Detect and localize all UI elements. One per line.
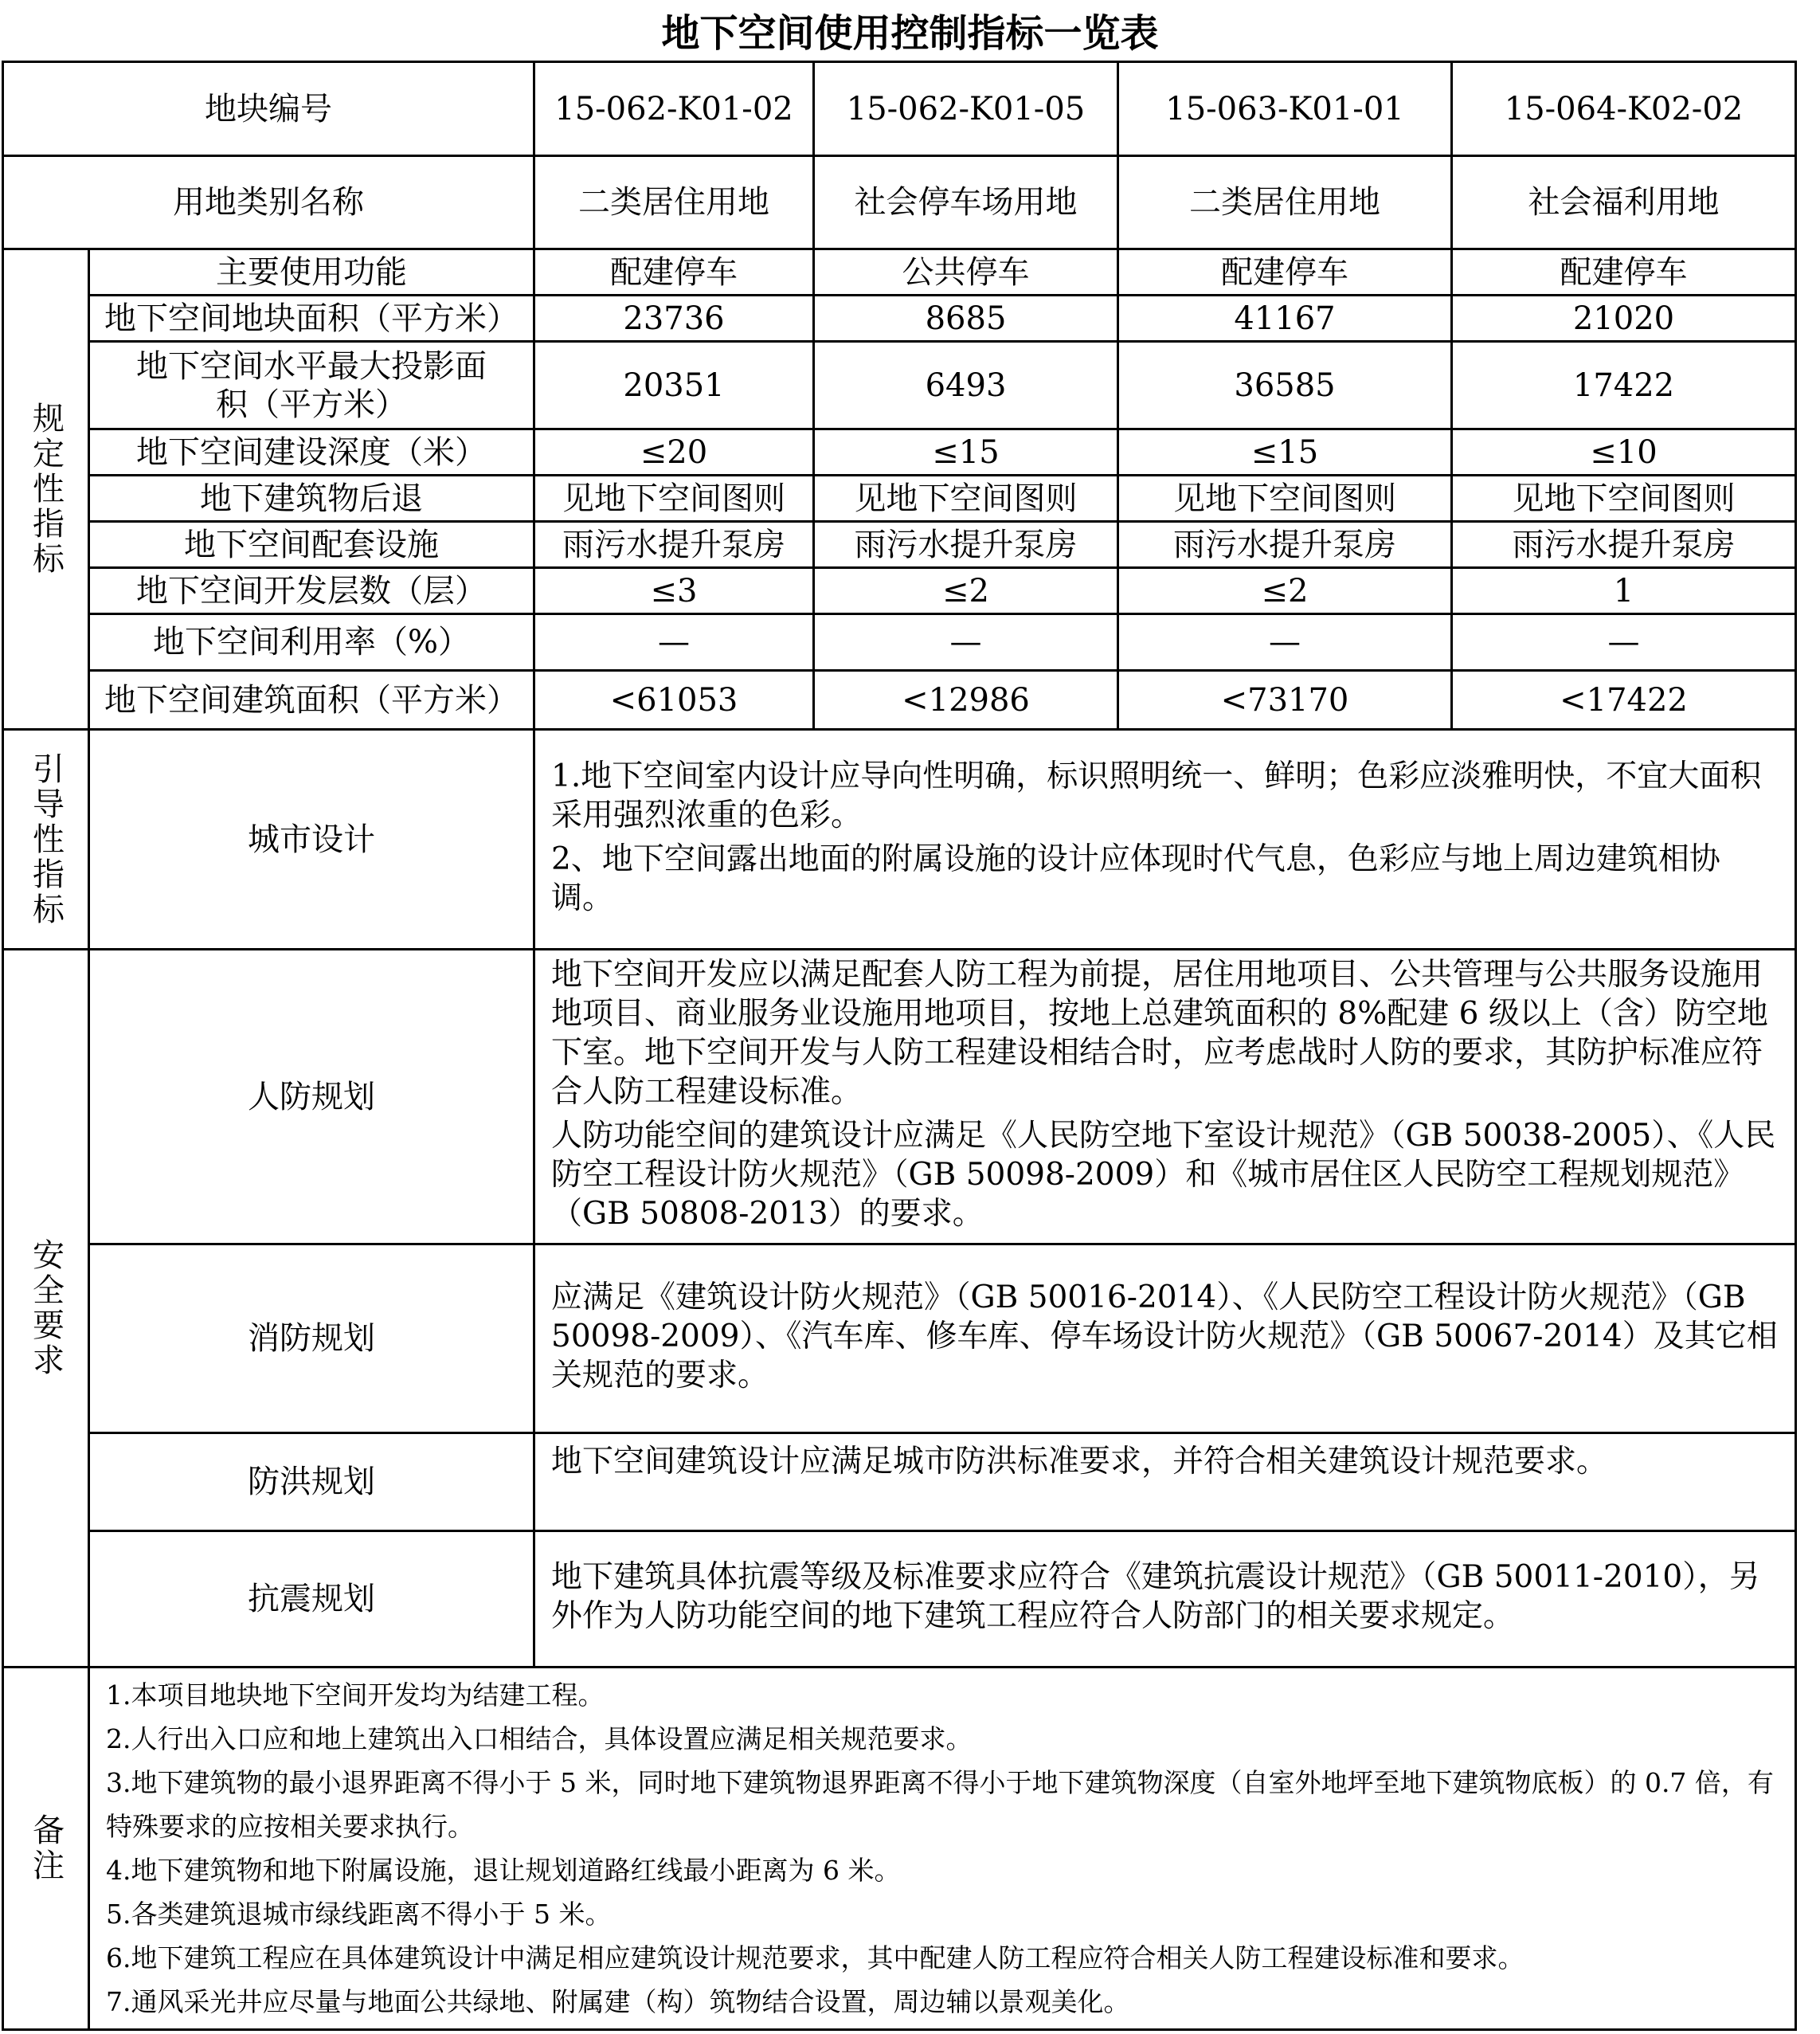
plot-id-cell: 15-064-K02-02 — [1452, 62, 1796, 156]
table-cell: <17422 — [1452, 671, 1796, 730]
table-cell: 41167 — [1118, 296, 1452, 342]
row-label: 地下空间建筑面积（平方米） — [89, 671, 534, 730]
table-cell: <61053 — [534, 671, 814, 730]
safety-content — [534, 1531, 1796, 1668]
plot-id-row — [3, 62, 1796, 156]
table-row — [3, 568, 1796, 614]
landuse-cell: 二类居住用地 — [1118, 156, 1452, 249]
plot-id-cell: 15-063-K01-01 — [1118, 62, 1452, 156]
table-cell: — — [1452, 614, 1796, 671]
row-label: 地下空间地块面积（平方米） — [89, 296, 534, 342]
note-item: 5.各类建筑退城市绿线距离不得小于 5 米。 — [106, 1899, 612, 1930]
table-row — [3, 476, 1796, 522]
safety-row — [3, 1244, 1796, 1433]
row-label: 地下空间建设深度（米） — [89, 429, 534, 476]
safety-group-label: 安全要求 — [3, 950, 89, 1668]
row-label: 主要使用功能 — [89, 249, 534, 296]
table-cell: 1 — [1452, 568, 1796, 614]
note-item: 2.人行出入口应和地上建筑出入口相结合，具体设置应满足相关规范要求。 — [106, 1723, 973, 1754]
row-label: 地下空间配套设施 — [89, 522, 534, 568]
table-cell: 8685 — [814, 296, 1118, 342]
paragraph: 地下空间建筑设计应满足城市防洪标准要求，并符合相关建筑设计规范要求。 — [551, 1444, 1608, 1479]
safety-row — [3, 1531, 1796, 1668]
table-row — [3, 614, 1796, 671]
table-cell: — — [1118, 614, 1452, 671]
paragraph: 1.地下空间室内设计应导向性明确，标识照明统一、鲜明；色彩应淡雅明快，不宜大面积采用强烈浓重的色彩。 — [551, 758, 1762, 833]
note-item: 6.地下建筑工程应在具体建筑设计中满足相应建筑设计规范要求，其中配建人防工程应符合相关人防工程建设标准和要求。 — [106, 1942, 1524, 1973]
table-cell: — — [814, 614, 1118, 671]
table-cell: 6493 — [814, 342, 1118, 429]
landuse-cell: 社会福利用地 — [1452, 156, 1796, 249]
safety-item-label: 防洪规划 — [89, 1433, 534, 1531]
table-cell: 见地下空间图则 — [534, 476, 814, 522]
landuse-cell: 社会停车场用地 — [814, 156, 1118, 249]
table-cell: 配建停车 — [1452, 249, 1796, 296]
plot-id-cell: 15-062-K01-05 — [814, 62, 1118, 156]
table-cell: 见地下空间图则 — [814, 476, 1118, 522]
table-row — [3, 671, 1796, 730]
table-cell: 见地下空间图则 — [1452, 476, 1796, 522]
table-cell: 36585 — [1118, 342, 1452, 429]
table-cell: ≤15 — [814, 429, 1118, 476]
landuse-cell: 二类居住用地 — [534, 156, 814, 249]
row-label: 地下空间利用率（%） — [89, 614, 534, 671]
table-cell: 20351 — [534, 342, 814, 429]
note-item: 7.通风采光井应尽量与地面公共绿地、附属建（构）筑物结合设置，周边辅以景观美化。 — [106, 1986, 1130, 2017]
paragraph: 2、地下空间露出地面的附属设施的设计应体现时代气息，色彩应与地上周边建筑相协调。 — [551, 841, 1720, 916]
table-cell: <12986 — [814, 671, 1118, 730]
table-cell: 雨污水提升泵房 — [1452, 522, 1796, 568]
guidance-content — [534, 730, 1796, 950]
control-index-table — [2, 61, 1797, 2031]
table-row — [3, 296, 1796, 342]
note-item: 4.地下建筑物和地下附属设施，退让规划道路红线最小距离为 6 米。 — [106, 1855, 901, 1886]
table-cell: ≤3 — [534, 568, 814, 614]
page-title: 地下空间使用控制指标一览表 — [661, 11, 1159, 56]
plot-id-cell: 15-062-K01-02 — [534, 62, 814, 156]
table-cell: 见地下空间图则 — [1118, 476, 1452, 522]
notes-row — [3, 1668, 1796, 2030]
table-cell: 雨污水提升泵房 — [1118, 522, 1452, 568]
table-row — [3, 342, 1796, 429]
safety-item-label: 人防规划 — [89, 950, 534, 1244]
table-cell: 17422 — [1452, 342, 1796, 429]
table-row — [3, 249, 1796, 296]
paragraph: 人防功能空间的建筑设计应满足《人民防空地下室设计规范》（GB 50038-2005）、《人民防空工程设计防火规范》（GB 50098-2009）和《城市居住区人民防空工程规划规范》（GB 50808-2013）的要求。 — [551, 1118, 1776, 1232]
table-cell: 配建停车 — [534, 249, 814, 296]
safety-item-label: 抗震规划 — [89, 1531, 534, 1668]
landuse-row — [3, 156, 1796, 249]
guidance-row — [3, 730, 1796, 950]
notes-group-label: 备注 — [3, 1668, 89, 2030]
table-cell: 21020 — [1452, 296, 1796, 342]
row-label: 地下建筑物后退 — [89, 476, 534, 522]
safety-content — [534, 1244, 1796, 1433]
paragraph: 地下空间开发应以满足配套人防工程为前提，居住用地项目、公共管理与公共服务设施用地项目、商业服务业设施用地项目，按地上总建筑面积的 8%配建 6 级以上（含）防空地下室。地下空间开发与人防工程建设相结合时，应考虑战时人防的要求，其防护标准应符合人防工程建设标准。 — [551, 957, 1768, 1110]
table-row — [3, 429, 1796, 476]
note-item: 1.本项目地块地下空间开发均为结建工程。 — [106, 1679, 605, 1711]
row-label: 地下空间水平最大投影面积（平方米） — [89, 342, 534, 429]
safety-content — [534, 950, 1796, 1244]
table-cell: ≤10 — [1452, 429, 1796, 476]
notes-content — [89, 1668, 1796, 2030]
table-cell: — — [534, 614, 814, 671]
plot-id-label: 地块编号 — [3, 62, 534, 156]
safety-row — [3, 1433, 1796, 1531]
paragraph: 地下建筑具体抗震等级及标准要求应符合《建筑抗震设计规范》（GB 50011-2010），另外作为人防功能空间的地下建筑工程应符合人防部门的相关要求规定。 — [551, 1559, 1760, 1634]
table-cell: ≤15 — [1118, 429, 1452, 476]
table-cell: ≤2 — [814, 568, 1118, 614]
table-cell: 公共停车 — [814, 249, 1118, 296]
table-cell: 配建停车 — [1118, 249, 1452, 296]
safety-content — [534, 1433, 1796, 1531]
mandatory-group-label: 规定性指标 — [3, 249, 89, 730]
guidance-item-label: 城市设计 — [89, 730, 534, 950]
note-item: 3.地下建筑物的最小退界距离不得小于 5 米，同时地下建筑物退界距离不得小于地下建筑物深度（自室外地坪至地下建筑物底板）的 0.7 倍，有特殊要求的应按相关要求执行。 — [106, 1767, 1774, 1842]
paragraph: 应满足《建筑设计防火规范》（GB 50016-2014）、《人民防空工程设计防火规范》（GB 50098-2009）、《汽车库、修车库、停车场设计防火规范》（GB 50067-2014）及其它相关规范的要求。 — [551, 1279, 1778, 1393]
table-cell: 雨污水提升泵房 — [534, 522, 814, 568]
safety-item-label: 消防规划 — [89, 1244, 534, 1433]
table-cell: ≤20 — [534, 429, 814, 476]
table-row — [3, 522, 1796, 568]
safety-row — [3, 950, 1796, 1244]
table-cell: 23736 — [534, 296, 814, 342]
landuse-label: 用地类别名称 — [3, 156, 534, 249]
table-cell: <73170 — [1118, 671, 1452, 730]
row-label: 地下空间开发层数（层） — [89, 568, 534, 614]
table-cell: ≤2 — [1118, 568, 1452, 614]
table-cell: 雨污水提升泵房 — [814, 522, 1118, 568]
guidance-group-label: 引导性指标 — [3, 730, 89, 950]
